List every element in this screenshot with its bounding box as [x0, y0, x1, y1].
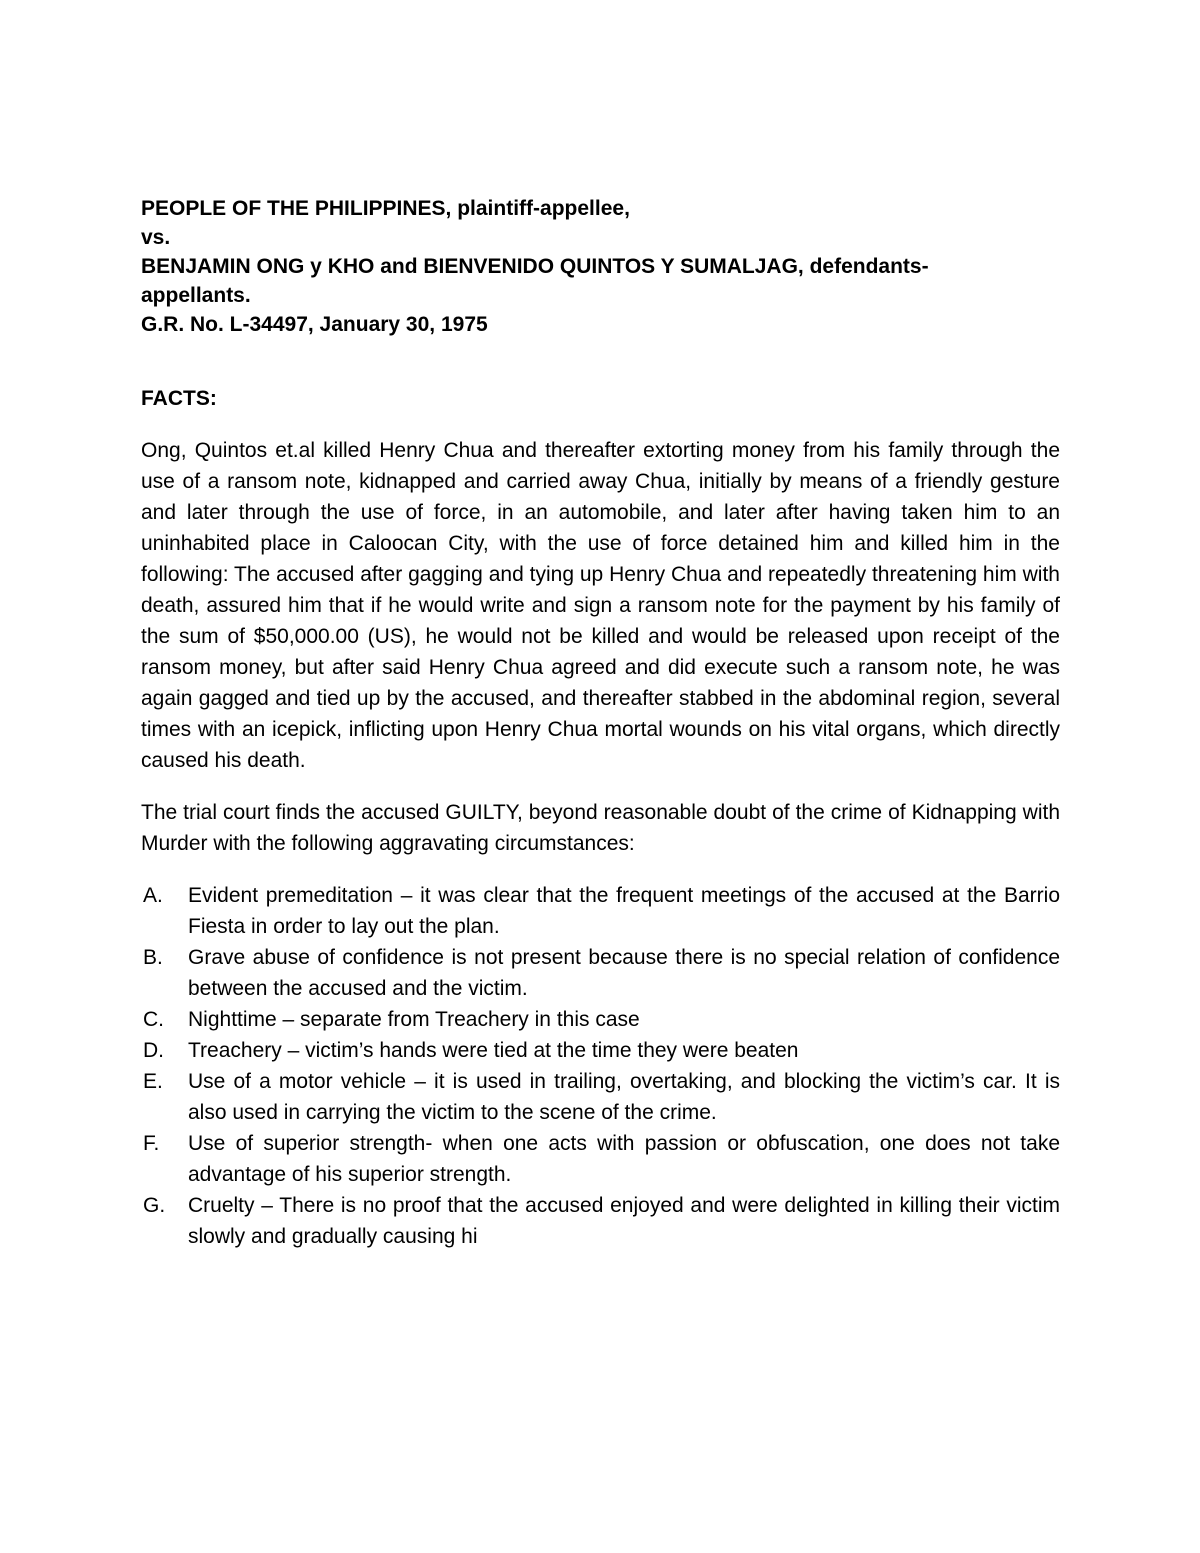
list-item — [141, 880, 1060, 942]
case-number-line: G.R. No. L-34497, January 30, 1975 — [141, 313, 488, 336]
aggravating-circumstances-list — [141, 880, 1060, 1252]
list-item-text: Cruelty – There is no proof that the accused enjoyed and were delighted in killing their victim slowly and gradually causing hi — [188, 1194, 1060, 1248]
list-item — [141, 1066, 1060, 1128]
defendants-line-1: BENJAMIN ONG y KHO and BIENVENIDO QUINTOS Y SUMALJAG, defendants- — [141, 255, 929, 278]
list-item-marker: E. — [143, 1070, 163, 1093]
list-item-marker: C. — [143, 1008, 164, 1031]
list-item-text: Nighttime – separate from Treachery in this case — [188, 1008, 640, 1031]
list-item — [141, 1035, 1060, 1066]
document-page — [141, 194, 1060, 1252]
plaintiff-line: PEOPLE OF THE PHILIPPINES, plaintiff-appellee, — [141, 197, 630, 220]
list-item-marker: A. — [143, 884, 163, 907]
defendants-line-2: appellants. — [141, 284, 251, 307]
list-item — [141, 1004, 1060, 1035]
list-item-text: Treachery – victim’s hands were tied at the time they were beaten — [188, 1039, 799, 1062]
list-item-text: Use of a motor vehicle – it is used in trailing, overtaking, and blocking the victim’s car. It is also used in carrying the victim to the scene of the crime. — [188, 1070, 1060, 1124]
list-item-marker: F. — [143, 1132, 160, 1155]
list-item — [141, 1128, 1060, 1190]
facts-paragraph-1: Ong, Quintos et.al killed Henry Chua and thereafter extorting money from his family through the use of a ransom note, kidnapped and carried away Chua, initially by means of a friendly gesture and later through the use of force, in an automobile, and later after having taken him to an uninhabited place in Caloocan City, with the use of force detained him and killed him in the following: The accused after gagging and tying up Henry Chua and repeatedly threatening him with death, assured him that if he would write and sign a ransom note for the payment by his family of the sum of $50,000.00 (US), he would not be killed and would be released upon receipt of the ransom money, but after said Henry Chua agreed and did execute such a ransom note, he was again gagged and tied up by the accused, and thereafter stabbed in the abdominal region, several times with an icepick, inflicting upon Henry Chua mortal wounds on his vital organs, which directly caused his death. — [141, 439, 1060, 772]
list-item-text: Grave abuse of confidence is not present because there is no special relation of confidence between the accused and the victim. — [188, 946, 1060, 1000]
list-item-text: Evident premeditation – it was clear that the frequent meetings of the accused at the Barrio Fiesta in order to lay out the plan. — [188, 884, 1060, 938]
versus-line: vs. — [141, 226, 171, 249]
list-item — [141, 1190, 1060, 1252]
list-item-text: Use of superior strength- when one acts with passion or obfuscation, one does not take advantage of his superior strength. — [188, 1132, 1060, 1186]
list-item — [141, 942, 1060, 1004]
list-item-marker: G. — [143, 1194, 166, 1217]
facts-heading: FACTS: — [141, 387, 217, 410]
list-item-marker: B. — [143, 946, 163, 969]
list-item-marker: D. — [143, 1039, 164, 1062]
facts-paragraph-2: The trial court finds the accused GUILTY, beyond reasonable doubt of the crime of Kidnapping with Murder with the following aggravating circumstances: — [141, 801, 1060, 855]
case-caption — [141, 194, 1060, 339]
